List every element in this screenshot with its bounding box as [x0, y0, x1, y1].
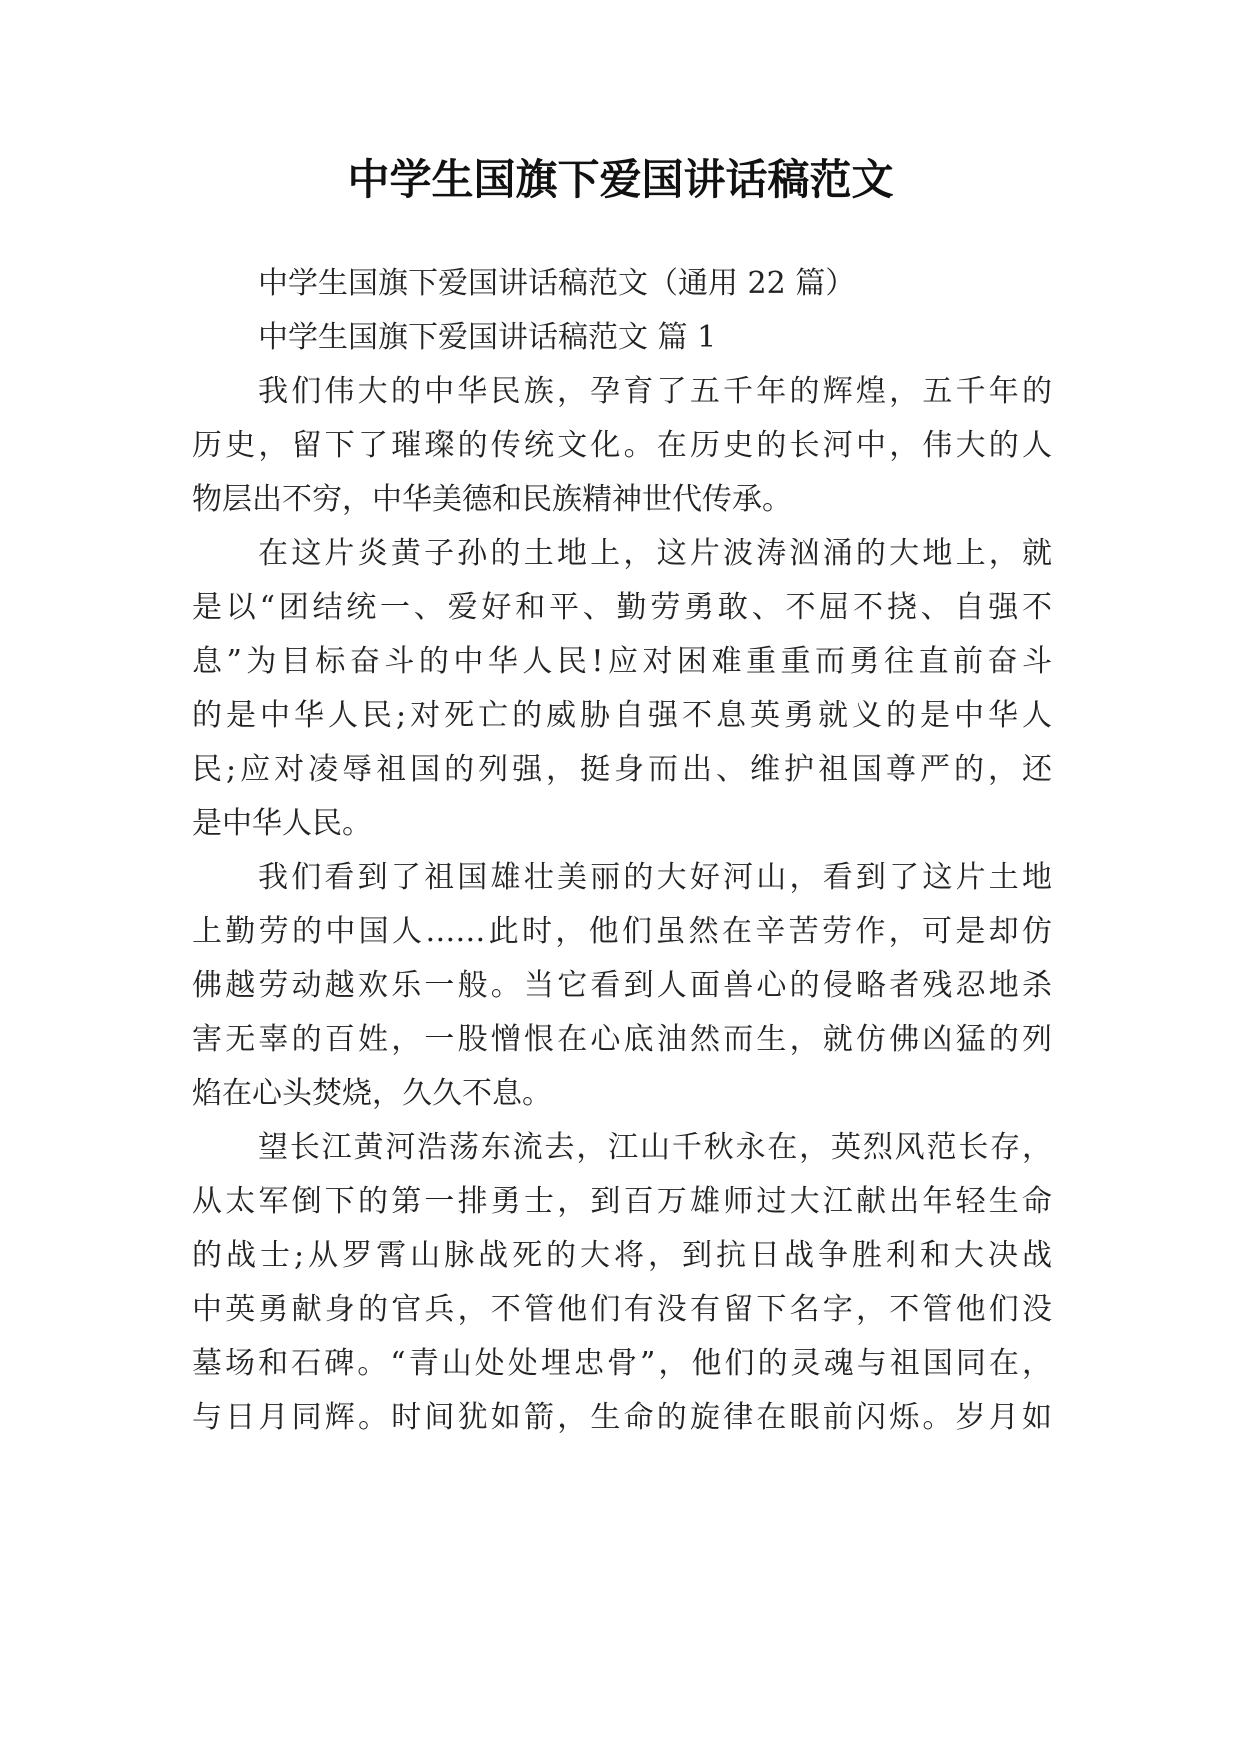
paragraph-line: 墓场和石碑。“青山处处埋忠骨”，他们的灵魂与祖国同在， — [192, 1346, 1052, 1381]
paragraph-line: 在这片炎黄子孙的土地上，这片波涛汹涌的大地上，就 — [258, 536, 1052, 571]
paragraph-line: 息”为目标奋斗的中华人民!应对困难重重而勇往直前奋斗 — [192, 644, 1052, 679]
section-heading: 中学生国旗下爱国讲话稿范文 篇 1 — [258, 320, 717, 355]
paragraph-line: 我们看到了祖国雄壮美丽的大好河山，看到了这片土地 — [258, 860, 1052, 895]
paragraph-line: 历史，留下了璀璨的传统文化。在历史的长河中，伟大的人 — [192, 428, 1052, 463]
paragraph-line: 焰在心头焚烧，久久不息。 — [192, 1076, 552, 1111]
paragraph-line: 我们伟大的中华民族，孕育了五千年的辉煌，五千年的 — [258, 374, 1052, 409]
paragraph-line: 望长江黄河浩荡东流去，江山千秋永在，英烈风范长存， — [258, 1130, 1052, 1165]
paragraph-line: 的是中华人民;对死亡的威胁自强不息英勇就义的是中华人 — [192, 698, 1052, 733]
paragraph-line: 物层出不穷，中华美德和民族精神世代传承。 — [192, 482, 792, 517]
paragraph-line: 是中华人民。 — [192, 806, 372, 841]
paragraph-line: 上勤劳的中国人……此时，他们虽然在辛苦劳作，可是却仿 — [192, 914, 1052, 949]
paragraph-line: 民;应对凌辱祖国的列强，挺身而出、维护祖国尊严的，还 — [192, 752, 1052, 787]
paragraph-line: 与日月同辉。时间犹如箭，生命的旋律在眼前闪烁。岁月如 — [192, 1400, 1052, 1435]
paragraph-line: 佛越劳动越欢乐一般。当它看到人面兽心的侵略者残忍地杀 — [192, 968, 1052, 1003]
paragraph-line: 害无辜的百姓，一股憎恨在心底油然而生，就仿佛凶猛的列 — [192, 1022, 1052, 1057]
paragraph-line: 的战士;从罗霄山脉战死的大将，到抗日战争胜利和大决战 — [192, 1238, 1052, 1273]
document-title: 中学生国旗下爱国讲话稿范文 — [347, 155, 894, 204]
paragraph-line: 从太军倒下的第一排勇士，到百万雄师过大江献出年轻生命 — [192, 1184, 1052, 1219]
subtitle-line: 中学生国旗下爱国讲话稿范文（通用 22 篇） — [258, 266, 856, 301]
paragraph-line: 中英勇献身的官兵，不管他们有没有留下名字，不管他们没 — [192, 1292, 1052, 1327]
paragraph-line: 是以“团结统一、爱好和平、勤劳勇敢、不屈不挠、自强不 — [192, 590, 1052, 625]
